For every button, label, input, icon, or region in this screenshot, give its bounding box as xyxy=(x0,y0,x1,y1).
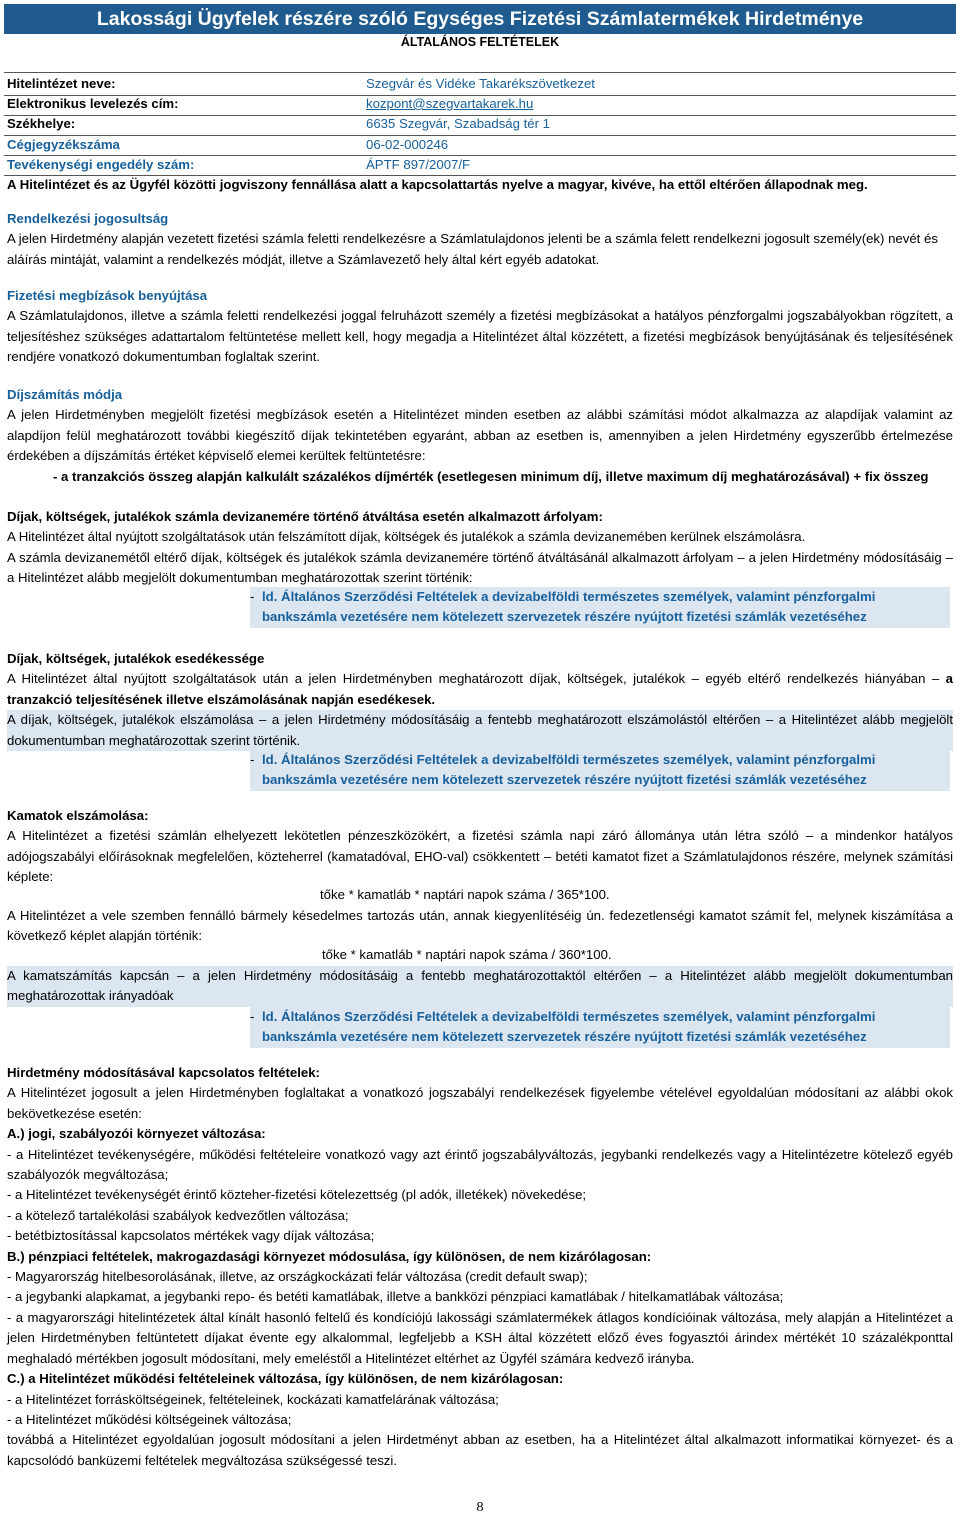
section-text: A Számlatulajdonos, illetve a számla feletti rendelkezési joggal felruházott személy a fizetési megbízásokat a hatályos pénzforgalmi jogszabályokban rögzített, a teljesítéshez szükséges adattartalom feltüntetése mellett kell, hogy megadja a Hitelintézet által közzétett, a fizetési megbízások benyújtásának és teljesítésének rendjére vonatkozó dokumentumban foglaltak szerint. xyxy=(7,308,953,365)
section-payment-orders xyxy=(7,286,953,368)
section-text: A számla devizanemétől eltérő díjak, költségek és jutalékok számla devizanemére történő átváltásánál alkalmazott árfolyam – a jelen Hirdetmény módosításáig – a Hitelintézet alább megjelölt dokumentumban meghatározottak szerint történik: xyxy=(7,549,953,586)
bullet-dash: - xyxy=(250,1009,255,1024)
section-heading: Díjak, költségek, jutalékok esedékessége xyxy=(7,651,265,666)
interest-formula: tőke * kamatláb * naptári napok száma / 360*100. xyxy=(322,947,612,962)
section-text: A Hitelintézet a fizetési számlán elhelyezett lekötetlen pénzeszközökért, a fizetési számla napi záró állománya után létra szóló – a mindenkor hatályos adójogszabályi előírásoknak megfelelően, közteherrel (kamatadóval, EHO-val) csökkentett – betéti kamatot fizet a Számlatulajdonos részére, melynek számítási képlete: xyxy=(7,828,953,885)
text-part: A Hitelintézet által nyújtott szolgáltatások után a jelen Hirdetményben meghatározott díjak, költségek, jutalékok – egyéb eltérő rendelkezés hiányában – xyxy=(7,671,946,687)
list-item: - a kötelező tartalékolási szabályok kedvezőtlen változása; xyxy=(7,1207,349,1223)
section-interest xyxy=(7,806,953,888)
page-number: 8 xyxy=(476,1500,484,1515)
subsection-heading: A.) jogi, szabályozói környezet változása: xyxy=(7,1126,266,1142)
divider xyxy=(4,115,956,116)
email-link[interactable]: kozpont@szegvartakarek.hu xyxy=(366,96,534,111)
divider xyxy=(4,72,956,73)
subsection-heading: B.) pénzpiaci feltételek, makrogazdasági környezet módosulása, így különösen, de nem kizárólagosan: xyxy=(7,1248,652,1264)
license-label: Tevékenységi engedély szám: xyxy=(7,157,195,172)
reference-link[interactable]: ld. Általános Szerződési Feltételek a devizabelföldi természetes személyek, valamint pénzforgalmi bankszámla vezetésére nem kötelezett szervezetek részére nyújtott fizetési számlák vezetéséhez xyxy=(262,1009,876,1045)
seat-value: 6635 Szegvár, Szabadság tér 1 xyxy=(366,116,551,131)
section-heading: Díjak, költségek, jutalékok számla devizanemére történő átváltása esetén alkalmazott árfolyam: xyxy=(7,509,603,524)
list-item: - a Hitelintézet tevékenységére, működési feltételeire vonatkozó vagy azt érintő jogszabályváltozás, jegybanki rendelkezés vagy a Hitelintézetre kötelező egyéb szabályozók megváltozása; xyxy=(7,1146,953,1183)
section-heading: Fizetési megbízások benyújtása xyxy=(7,288,208,303)
reference-link[interactable]: ld. Általános Szerződési Feltételek a devizabelföldi természetes személyek, valamint pénzforgalmi bankszámla vezetésére nem kötelezett szervezetek részére nyújtott fizetési számlák vezetéséhez xyxy=(262,752,876,788)
list-item: - a Hitelintézet működési költségeinek változása; xyxy=(7,1411,292,1427)
page-title-banner: Lakossági Ügyfelek részére szóló Egységes Fizetési Számlatermékek Hirdetménye xyxy=(4,4,956,34)
language-note: A Hitelintézet és az Ügyfél közötti jogviszony fennállása alatt a kapcsolattartás nyelve a magyar, kivéve, ha ettől eltérően állapodnak meg. xyxy=(7,177,868,192)
divider xyxy=(4,175,956,176)
section-text: A díjak, költségek, jutalékok elszámolása – a jelen Hirdetmény módosításáig a fentebb meghatározott elszámolástól eltérően – a Hitelintézet alább megjelölt dokumentumban meghatározottak szerint történik. xyxy=(7,710,953,751)
section-heading: Hirdetmény módosításával kapcsolatos feltételek: xyxy=(7,1065,320,1080)
registration-label: Cégjegyzékszáma xyxy=(7,137,120,152)
bank-label: Hitelintézet neve: xyxy=(7,76,116,91)
section-text: A Hitelintézet jogosult a jelen Hirdetményben foglaltakat a vonatkozó jogszabályi rendelkezések figyelembe vételével egyoldalúan módosítani az alábbi okok bekövetkezése esetén: xyxy=(7,1085,953,1121)
subsection-heading: C.) a Hitelintézet működési feltételeinek változása, így különösen, de nem kizárólagosan: xyxy=(7,1371,564,1387)
page-subtitle: ÁLTALÁNOS FELTÉTELEK xyxy=(400,35,560,49)
text-emphasis: a tranzakció teljesítésének illetve elszámolásának napján esedékesek. xyxy=(7,671,953,707)
registration-value: 06-02-000246 xyxy=(366,137,449,152)
section-amendment xyxy=(7,1063,953,1471)
section-heading: Díjszámítás módja xyxy=(7,387,123,402)
section-exchange-rate xyxy=(7,507,953,589)
list-item: - a Hitelintézet forrásköltségeinek, feltételeinek, kockázati kamatfelárának változása; xyxy=(7,1391,499,1407)
reference-bullet xyxy=(250,750,950,791)
section-interest-deviation xyxy=(7,966,953,1007)
section-heading: Kamatok elszámolása: xyxy=(7,808,149,823)
list-item: - a jegybanki alapkamat, a jegybanki repo- és betéti kamatlábak, illetve a bankközi pénzpiaci kamatlábak / hitelkamatlábak változása; xyxy=(7,1289,784,1305)
section-text: A kamatszámítás kapcsán – a jelen Hirdetmény módosításáig a fentebb meghatározottaktól eltérően – a Hitelintézet alább megjelölt dokumentumban meghatározottak irányadóak xyxy=(7,966,953,1007)
divider xyxy=(4,95,956,96)
section-fee-due-date xyxy=(7,649,953,751)
fee-formula-bullet: - a tranzakciós összeg alapján kalkulált százalékos díjmérték (esetlegesen minimum díj, illetve maximum díj meghatározásával) + fix összeg xyxy=(53,468,929,484)
seat-label: Székhelye: xyxy=(7,116,76,131)
section-text: A Hitelintézet a vele szemben fennálló bármely késedelmes tartozás után, annak kiegyenlítéséig ún. fedezetlenségi kamatot számít fel, melynek kiszámítása a következő képlet alapján történik: xyxy=(7,908,953,944)
reference-link[interactable]: ld. Általános Szerződési Feltételek a devizabelföldi természetes személyek, valamint pénzforgalmi bankszámla vezetésére nem kötelezett szervezetek részére nyújtott fizetési számlák vezetéséhez xyxy=(262,589,876,625)
list-item: továbbá a Hitelintézet egyoldalúan jogosult módosítani a jelen Hirdetményt abban az esetben, ha a Hitelintézet által alkalmazott informatikai környezet- és a kapcsolódó banküzemi feltételek megváltozása szükségessé teszi. xyxy=(7,1432,953,1468)
license-value: ÁPTF 897/2007/F xyxy=(366,157,471,172)
list-item: - a magyarországi hitelintézetek által kínált hasonló feltelű és kondíciójú lakossági számlatermékek átlagos kondícióinak változása, mely alapján a Hitelintézet a jelen Hirdetményben feltüntetett díjakat évente egy alkalommal, legfeljebb a KSH által közzétett előző éves fogyasztói árindex mértékét 10 százalékponttal meghaladó mértékben jogosult módosítani, mely emeléstől a Hitelintézet eltérhet az Ügyfél számára kedvező irányba. xyxy=(7,1309,953,1366)
section-signing-rights xyxy=(7,209,953,270)
reference-bullet xyxy=(250,587,950,628)
section-text: A jelen Hirdetmény alapján vezetett fizetési számla feletti rendelkezésre a Számlatulajdonos jelenti be a számla felett rendelkezni jogosult személy(ek) nevét és aláírás mintáját, valamint a rendelkezés módját, illetve a Számlavezető hely által kért egyéb adatokat. xyxy=(7,231,938,267)
section-text: A jelen Hirdetményben megjelölt fizetési megbízások esetén a Hitelintézet minden esetben az alábbi számítási módot alkalmazza az alapdíjak valamint az alapdíjon felül meghatározott további kiegészítő díjak tekintetében egyaránt, abban az esetben is, amennyiben a jelen Hirdetmény egyszerűbb értelmezése érdekében a díjszámítás értéket képviselő elemei kerültek feltüntetésre: xyxy=(7,407,953,464)
divider xyxy=(4,135,956,136)
divider xyxy=(4,155,956,156)
list-item: - Magyarország hitelbesorolásának, illetve, az országkockázati felár változása (credit default swap); xyxy=(7,1269,588,1285)
list-item: - a Hitelintézet tevékenységét érintő közteher-fizetési kötelezettség (pl adók, illetékek) növekedése; xyxy=(7,1187,587,1203)
interest-formula: tőke * kamatláb * naptári napok száma / 365*100. xyxy=(320,887,610,902)
bullet-dash: - xyxy=(250,752,255,767)
section-fee-calculation xyxy=(7,385,953,487)
list-item: - betétbiztosítással kapcsolatos mértékek vagy díjak változása; xyxy=(7,1228,375,1244)
section-interest-late xyxy=(7,906,953,947)
section-text: A Hitelintézet által nyújtott szolgáltatások után felszámított díjak, költségek és jutalékok a számla devizanemében kerülnek elszámolásra. xyxy=(7,529,806,545)
reference-bullet xyxy=(250,1007,950,1048)
bank-value: Szegvár és Vidéke Takarékszövetkezet xyxy=(366,76,595,91)
email-label: Elektronikus levelezés cím: xyxy=(7,96,179,111)
section-heading: Rendelkezési jogosultság xyxy=(7,211,169,226)
bullet-dash: - xyxy=(250,589,255,604)
section-text xyxy=(7,669,953,710)
